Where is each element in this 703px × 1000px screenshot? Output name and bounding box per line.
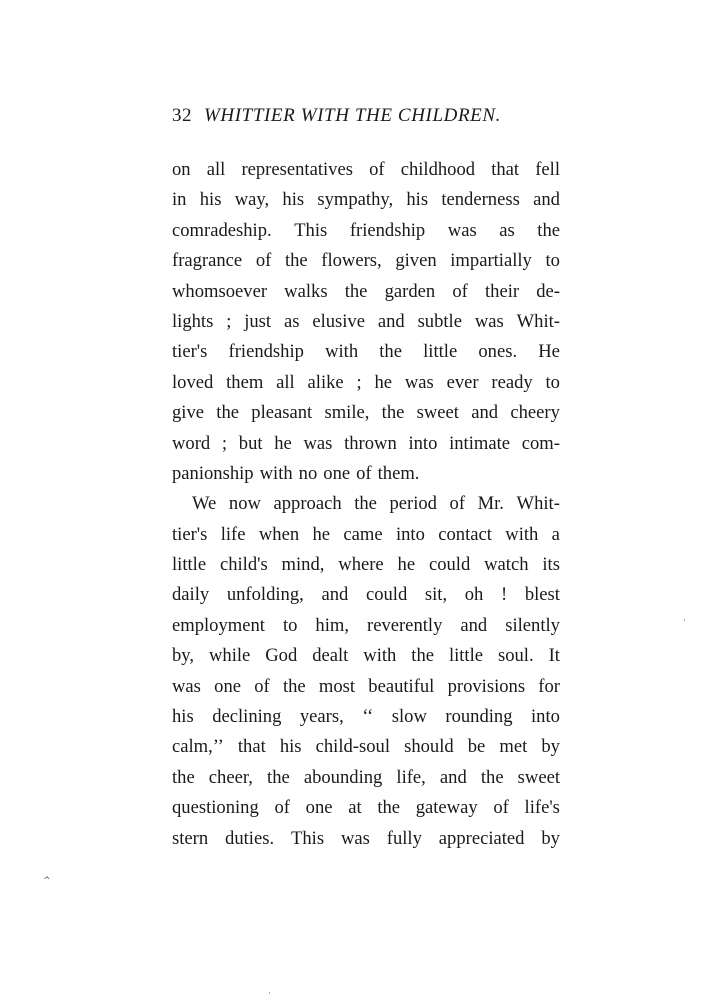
word: mind, bbox=[281, 554, 325, 576]
word: and bbox=[533, 189, 560, 211]
word: where bbox=[338, 554, 384, 576]
text-line bbox=[172, 732, 560, 762]
word: the bbox=[282, 675, 306, 697]
word: with bbox=[325, 341, 359, 363]
word: elusive bbox=[312, 310, 365, 332]
word: them. bbox=[377, 462, 420, 484]
word: of bbox=[449, 493, 466, 515]
word: life bbox=[220, 523, 246, 545]
word: of bbox=[254, 675, 270, 697]
word: thrown bbox=[344, 432, 397, 454]
word: into bbox=[408, 432, 438, 454]
word: unfolding, bbox=[226, 584, 304, 606]
body-text bbox=[172, 155, 560, 854]
text-line bbox=[172, 429, 560, 459]
word: he bbox=[397, 554, 416, 576]
word: fragrance bbox=[172, 250, 243, 272]
word: was bbox=[474, 310, 504, 332]
word: provisions bbox=[447, 675, 526, 697]
word: of bbox=[493, 797, 509, 819]
text-line bbox=[172, 672, 560, 702]
word: was bbox=[303, 432, 333, 454]
word: Mr. bbox=[477, 493, 504, 515]
word: no bbox=[298, 462, 318, 484]
word: his bbox=[172, 706, 194, 728]
word: fell bbox=[535, 159, 560, 180]
word: loved bbox=[172, 371, 214, 393]
word: abounding bbox=[303, 766, 383, 788]
word: his bbox=[282, 189, 305, 211]
word: comradeship. bbox=[172, 219, 272, 241]
word: representatives bbox=[241, 159, 353, 180]
word: now bbox=[228, 493, 261, 515]
word: rounding bbox=[445, 706, 513, 728]
word: dealt bbox=[312, 645, 349, 667]
word: years, bbox=[299, 706, 344, 728]
word: Whit- bbox=[516, 310, 560, 332]
word: It bbox=[548, 645, 560, 667]
word: walks bbox=[284, 280, 328, 302]
word: he bbox=[274, 432, 292, 454]
word: to bbox=[545, 250, 560, 272]
text-line bbox=[172, 793, 560, 823]
word: smile, bbox=[324, 402, 370, 424]
word: appreciated bbox=[438, 827, 525, 849]
text-line bbox=[172, 763, 560, 793]
word: one bbox=[305, 797, 333, 819]
word: to bbox=[545, 371, 560, 393]
word: that bbox=[237, 736, 266, 758]
word: with bbox=[259, 462, 293, 484]
word: reverently bbox=[367, 614, 443, 636]
word: his bbox=[279, 736, 302, 758]
word: and bbox=[460, 614, 488, 636]
word: childhood bbox=[400, 159, 476, 180]
word: beautiful bbox=[368, 675, 435, 697]
word: watch bbox=[484, 554, 529, 576]
word: the bbox=[379, 341, 402, 363]
text-line bbox=[172, 337, 560, 367]
word: little bbox=[448, 645, 484, 667]
word: child's bbox=[219, 554, 268, 576]
word: ready bbox=[491, 371, 533, 393]
word: This bbox=[294, 219, 328, 241]
word: little bbox=[172, 554, 207, 576]
word: de- bbox=[536, 280, 560, 302]
word: declining bbox=[212, 706, 282, 728]
word: child-soul bbox=[315, 736, 390, 758]
word: the bbox=[344, 280, 368, 302]
word: cheer, bbox=[208, 766, 253, 788]
word: and bbox=[321, 584, 349, 606]
word: God bbox=[265, 645, 298, 667]
word: was bbox=[447, 219, 477, 241]
text-line bbox=[172, 580, 560, 610]
text-line bbox=[172, 216, 560, 246]
word: with bbox=[363, 645, 397, 667]
text-line bbox=[172, 550, 560, 580]
scan-speck: · bbox=[268, 989, 271, 999]
word: on bbox=[172, 159, 191, 180]
word: whomsoever bbox=[172, 280, 268, 302]
word: contact bbox=[438, 523, 492, 545]
word: with bbox=[505, 523, 539, 545]
word: the bbox=[480, 766, 504, 788]
word: his bbox=[406, 189, 429, 211]
word: He bbox=[538, 341, 560, 363]
word: the bbox=[354, 493, 377, 515]
word: should bbox=[404, 736, 454, 758]
word: by bbox=[541, 736, 560, 758]
word: give bbox=[172, 402, 205, 424]
scan-speck: ^ bbox=[43, 876, 51, 886]
word: when bbox=[258, 523, 300, 545]
word: all bbox=[276, 371, 295, 393]
word: com- bbox=[521, 432, 560, 454]
word: was bbox=[404, 371, 434, 393]
text-line bbox=[172, 459, 560, 489]
word: could bbox=[365, 584, 408, 606]
text-line bbox=[172, 641, 560, 671]
word: the bbox=[411, 645, 434, 667]
word: the bbox=[172, 766, 195, 788]
word: fully bbox=[386, 827, 422, 849]
word: was bbox=[340, 827, 370, 849]
word: into bbox=[395, 523, 425, 545]
word: panionship bbox=[172, 462, 254, 484]
word: in bbox=[172, 189, 187, 211]
word: lights bbox=[172, 310, 214, 332]
word: approach bbox=[273, 493, 342, 515]
word: the bbox=[537, 219, 560, 241]
running-head bbox=[172, 103, 552, 129]
word: given bbox=[395, 250, 437, 272]
word: questioning bbox=[172, 797, 259, 819]
text-line bbox=[172, 246, 560, 276]
word: he bbox=[374, 371, 393, 393]
scan-speck: · bbox=[683, 616, 686, 626]
word: he bbox=[312, 523, 331, 545]
word: Whit- bbox=[516, 493, 560, 515]
word: ever bbox=[446, 371, 479, 393]
word: oh bbox=[464, 584, 484, 606]
word: and bbox=[377, 310, 405, 332]
word: one bbox=[323, 462, 351, 484]
text-line bbox=[172, 155, 560, 185]
word: of bbox=[369, 159, 385, 180]
word: tier's bbox=[172, 523, 208, 545]
word: while bbox=[208, 645, 251, 667]
word: little bbox=[423, 341, 458, 363]
word: all bbox=[206, 159, 226, 180]
text-line bbox=[172, 368, 560, 398]
word: garden bbox=[384, 280, 436, 302]
word: sympathy, bbox=[317, 189, 394, 211]
word: silently bbox=[505, 614, 560, 636]
word: way, bbox=[234, 189, 270, 211]
word: a bbox=[551, 523, 560, 545]
word: friendship bbox=[349, 219, 426, 241]
word: for bbox=[538, 675, 560, 697]
word: the bbox=[284, 250, 308, 272]
word: ! bbox=[500, 584, 508, 606]
text-line bbox=[172, 702, 560, 732]
word: of bbox=[255, 250, 272, 272]
word: daily bbox=[172, 584, 210, 606]
word: ; bbox=[226, 310, 232, 332]
word: the bbox=[216, 402, 239, 424]
word: sit, bbox=[424, 584, 448, 606]
word: came bbox=[343, 523, 383, 545]
word: of bbox=[452, 280, 468, 302]
word: them bbox=[226, 371, 264, 393]
text-line bbox=[172, 185, 560, 215]
word: of bbox=[356, 462, 372, 484]
text-line bbox=[172, 307, 560, 337]
word: pleasant bbox=[251, 402, 313, 424]
word: one bbox=[214, 675, 241, 697]
word: by, bbox=[172, 645, 195, 667]
word: ; bbox=[221, 432, 228, 454]
word: cheery bbox=[510, 402, 560, 424]
word: soul. bbox=[497, 645, 534, 667]
word: life's bbox=[524, 797, 560, 819]
word: just bbox=[244, 310, 272, 332]
word: life, bbox=[396, 766, 426, 788]
word: the bbox=[267, 766, 290, 788]
word: intimate bbox=[449, 432, 511, 454]
word: was bbox=[172, 675, 201, 697]
text-line bbox=[172, 277, 560, 307]
word: and bbox=[439, 766, 467, 788]
word: slow bbox=[391, 706, 427, 728]
word: into bbox=[531, 706, 560, 728]
word: flowers, bbox=[321, 250, 382, 272]
word: word bbox=[172, 432, 211, 454]
word: employment bbox=[172, 614, 265, 636]
word: ones. bbox=[478, 341, 518, 363]
word: subtle bbox=[417, 310, 462, 332]
text-line bbox=[172, 824, 560, 854]
word: calm,’’ bbox=[172, 736, 224, 758]
word: the bbox=[381, 402, 405, 424]
word: by bbox=[541, 827, 560, 849]
word: ‘‘ bbox=[362, 706, 374, 728]
word: as bbox=[499, 219, 515, 241]
word: its bbox=[542, 554, 560, 576]
word: but bbox=[238, 432, 263, 454]
text-line bbox=[172, 520, 560, 550]
word: friendship bbox=[228, 341, 304, 363]
word: met bbox=[499, 736, 528, 758]
word: the bbox=[377, 797, 401, 819]
word: at bbox=[348, 797, 362, 819]
word: period bbox=[389, 493, 437, 515]
word: as bbox=[283, 310, 300, 332]
word: sweet bbox=[517, 766, 560, 788]
word: of bbox=[274, 797, 290, 819]
word: gateway bbox=[415, 797, 478, 819]
word: could bbox=[428, 554, 471, 576]
text-line bbox=[172, 489, 560, 519]
word: sweet bbox=[416, 402, 459, 424]
page-number: 32 bbox=[172, 105, 192, 126]
word: tier's bbox=[172, 341, 208, 363]
word: alike bbox=[307, 371, 344, 393]
text-line bbox=[172, 398, 560, 428]
word: that bbox=[491, 159, 520, 180]
word: ; bbox=[356, 371, 362, 393]
word: their bbox=[485, 280, 520, 302]
word: stern bbox=[172, 827, 209, 849]
word: blest bbox=[524, 584, 560, 606]
word: We bbox=[192, 493, 217, 515]
word: most bbox=[318, 675, 356, 697]
running-title: WHITTIER WITH THE CHILDREN. bbox=[204, 105, 501, 126]
text-line bbox=[172, 611, 560, 641]
word: his bbox=[199, 189, 222, 211]
word: duties. bbox=[225, 827, 275, 849]
word: him, bbox=[315, 614, 349, 636]
word: be bbox=[467, 736, 486, 758]
word: tenderness bbox=[441, 189, 520, 211]
word: and bbox=[471, 402, 499, 424]
word: impartially bbox=[450, 250, 532, 272]
word: to bbox=[282, 614, 298, 636]
word: This bbox=[291, 827, 325, 849]
